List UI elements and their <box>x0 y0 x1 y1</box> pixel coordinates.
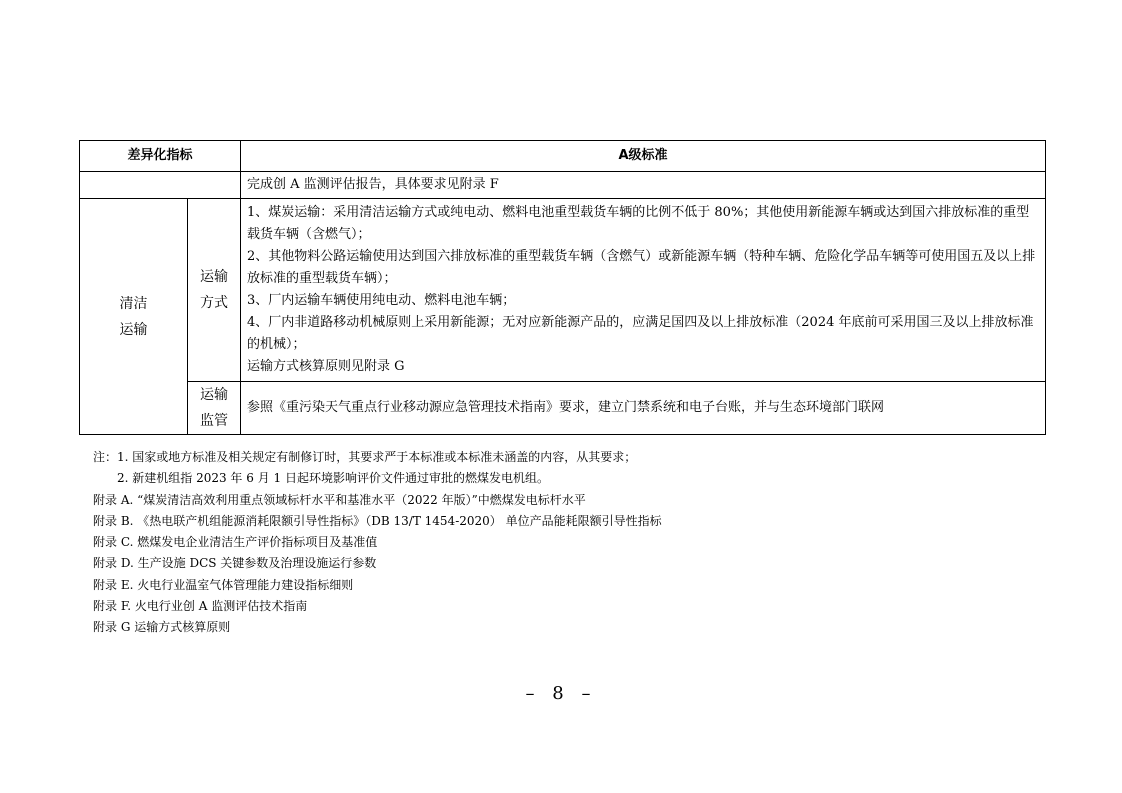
category-label-line: 清洁 <box>119 295 148 312</box>
appendix-f: 附录 F. 火电行业创 A 监测评估技术指南 <box>93 599 308 614</box>
table-row-transport-supervision <box>80 382 1046 435</box>
appendix-e: 附录 E. 火电行业温室气体管理能力建设指标细则 <box>93 577 354 592</box>
requirement-item: 4、厂内非道路移动机械原则上采用新能源；无对应新能源产品的，应满足国四及以上排放标准（2024 年底前可采用国三及以上排放标准的机械）； <box>247 315 1034 352</box>
table-row-monitoring <box>80 172 1046 199</box>
table-row-transport-method <box>80 199 1046 382</box>
page-number: – 8 – <box>525 683 597 704</box>
table-header-row <box>80 141 1046 172</box>
appendix-c: 附录 C. 燃煤发电企业清洁生产评价指标项目及基准值 <box>93 535 378 550</box>
appendix-a: 附录 A. “煤炭清洁高效利用重点领域标杆水平和基准水平（2022 年版）”中燃煤发电标杆水平 <box>93 492 586 507</box>
category-label-line: 运输 <box>119 321 148 338</box>
subcategory-label-line: 监管 <box>200 413 228 429</box>
category-clean-transport <box>80 199 188 435</box>
appendix-b: 附录 B. 《热电联产机组能源消耗限额引导性指标》（DB 13/T 1454-2020） 单位产品能耗限额引导性指标 <box>93 513 662 528</box>
transport-method-requirements <box>241 199 1046 382</box>
transport-supervision-requirement: 参照《重污染天气重点行业移动源应急管理技术指南》要求，建立门禁系统和电子台账，并与生态环境部门联网 <box>241 382 1046 435</box>
requirement-item: 运输方式核算原则见附录 G <box>247 359 405 374</box>
appendix-d: 附录 D. 生产设施 DCS 关键参数及治理设施运行参数 <box>93 556 377 571</box>
header-differential-indicator: 差异化指标 <box>80 141 241 172</box>
subcategory-transport-supervision <box>188 382 241 435</box>
note-1: 注：1. 国家或地方标准及相关规定有制修订时，其要求严于本标准或本标准未涵盖的内容，从其要求； <box>93 450 637 464</box>
requirement-item: 2、其他物料公路运输使用达到国六排放标准的重型载货车辆（含燃气）或新能源车辆（特种车辆、危险化学品车辆等可使用国五及以上排放标准的重型载货车辆）； <box>247 249 1036 286</box>
requirement-item: 3、厂内运输车辆使用纯电动、燃料电池车辆； <box>247 293 516 308</box>
standards-table <box>79 140 1046 435</box>
note-2: 2. 新建机组指 2023 年 6 月 1 日起环境影响评价文件通过审批的燃煤发电机组。 <box>117 471 549 486</box>
monitoring-requirement: 完成创 A 监测评估报告，具体要求见附录 F <box>241 172 1046 199</box>
notes-section <box>93 447 1053 639</box>
subcategory-label-line: 方式 <box>200 295 228 311</box>
requirement-item: 1、煤炭运输：采用清洁运输方式或纯电动、燃料电池重型载货车辆的比例不低于 80%；其他使用新能源车辆或达到国六排放标准的重型载货车辆（含燃气）； <box>247 205 1030 242</box>
subcategory-label-line: 运输 <box>200 387 228 403</box>
empty-cell <box>80 172 241 199</box>
subcategory-transport-method <box>188 199 241 382</box>
header-a-level-standard: A级标准 <box>241 141 1046 172</box>
appendix-g: 附录 G 运输方式核算原则 <box>93 620 231 635</box>
subcategory-label-line: 运输 <box>200 269 228 285</box>
